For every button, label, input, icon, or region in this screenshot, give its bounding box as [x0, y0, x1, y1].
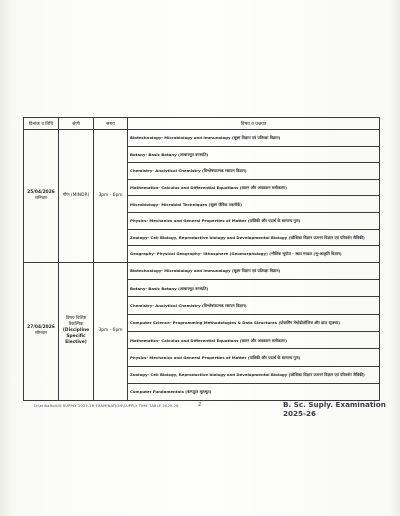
- category-label: विषय विशिष्ट वैकल्पिक: [65, 316, 87, 328]
- date-cell: [24, 130, 59, 263]
- subject-cell: Geography- Physical Geography- lithosphere (Geomorphology) (भौतिक भूगोल - स्थल मण्डल (भू-आकृति विज्ञान): [128, 246, 380, 263]
- subject-cell: Chemistry- Analytical Chemistry (विश्लेषणात्मक रसायन विज्ञान): [128, 297, 380, 314]
- category-cell: [59, 262, 94, 400]
- time-label: 3pm - 6pm: [98, 328, 123, 334]
- date-cell: [24, 262, 59, 400]
- subject-cell: Physics- Mechanics and General Properties of Matter (यांत्रिकी और पदार्थ के सामान्य गुण): [128, 212, 380, 229]
- subject-cell: Mathematics- Calculus and Differential Equations (कलन और अवकलन समीकरण): [128, 331, 380, 348]
- subject-cell: Chemistry- Analytical Chemistry (विश्लेषणात्मक रसायन विज्ञान): [128, 163, 380, 180]
- table-row: [24, 262, 380, 279]
- file-path-footer: D:\erihaHolUG SUPPLY 2025-26 EXAMINATION\SUPPLY TIME TABLE 2025-26: [34, 404, 179, 408]
- document-footer-title: B. Sc. Suply. Examination 2025-26: [283, 400, 386, 418]
- subject-cell: Computer Science- Programming Methodologies & Data Structures (प्रोग्रामिंग मेथोडोलॉजिज और डाटा स्ट्रक्चर): [128, 314, 380, 331]
- category-label: गौण (MINOR): [62, 192, 90, 198]
- subject-cell: Botany- Basic Botany (आधारभूत वनस्पति): [128, 146, 380, 163]
- exam-day: सोमवार: [34, 331, 48, 337]
- header-date: दिनांक व तिथि: [24, 118, 59, 130]
- subject-cell: Microbiology- Microbial Techniques (सूक्ष्म जैविक तकनीकें): [128, 196, 380, 213]
- header-subject: विषय व प्रश्नपत्र: [128, 118, 380, 130]
- table-row: [24, 130, 380, 147]
- header-row: [24, 118, 380, 130]
- header-time: समय: [94, 118, 128, 130]
- subject-cell: Mathematics- Calculus and Differential Equations (कलन और अवकलन समीकरण): [128, 179, 380, 196]
- subject-cell: Biotechnology- Microbiology and Immunology (सूक्ष्म विज्ञान एवं प्रतिरक्षा विज्ञान): [128, 130, 380, 147]
- subject-cell: Zoology- Cell Biology, Reproductive biology and Developmental Biology (कोशिका विज्ञान प्रजनन विज्ञान एवं परिवर्धन जैविकी): [128, 229, 380, 246]
- page-number: 2: [198, 402, 202, 408]
- exam-date: 27/04/2026: [27, 325, 55, 331]
- exam-timetable: [23, 117, 380, 401]
- header-category: श्रेणी: [59, 118, 94, 130]
- category-cell: [59, 130, 94, 263]
- exam-day: शनिवार: [35, 195, 47, 201]
- category-sublabel: (Discipline Specific Elective): [62, 328, 90, 346]
- subject-cell: Physics- Mechanics and General Properties of Matter (यांत्रिकी और पदार्थ के सामान्य गुण): [128, 349, 380, 366]
- time-label: 3pm - 6pm: [98, 192, 123, 198]
- subject-cell: Biotechnology- Microbiology and Immunology (सूक्ष्म विज्ञान एवं प्रतिरक्षा विज्ञान): [128, 262, 380, 279]
- subject-cell: Computer Fundamentals (कम्प्यूटर मूलभूत): [128, 383, 380, 400]
- subject-cell: Zoology- Cell Biology, Reproductive biology and Developmental Biology (कोशिका विज्ञान प्रजनन विज्ञान एवं परिवर्धन जैविकी): [128, 366, 380, 383]
- time-cell: [94, 130, 128, 263]
- exam-date: 25/04/2026: [27, 189, 55, 195]
- subject-cell: Botany- Basic Botany (आधारभूत वनस्पति): [128, 280, 380, 297]
- time-cell: [94, 262, 128, 400]
